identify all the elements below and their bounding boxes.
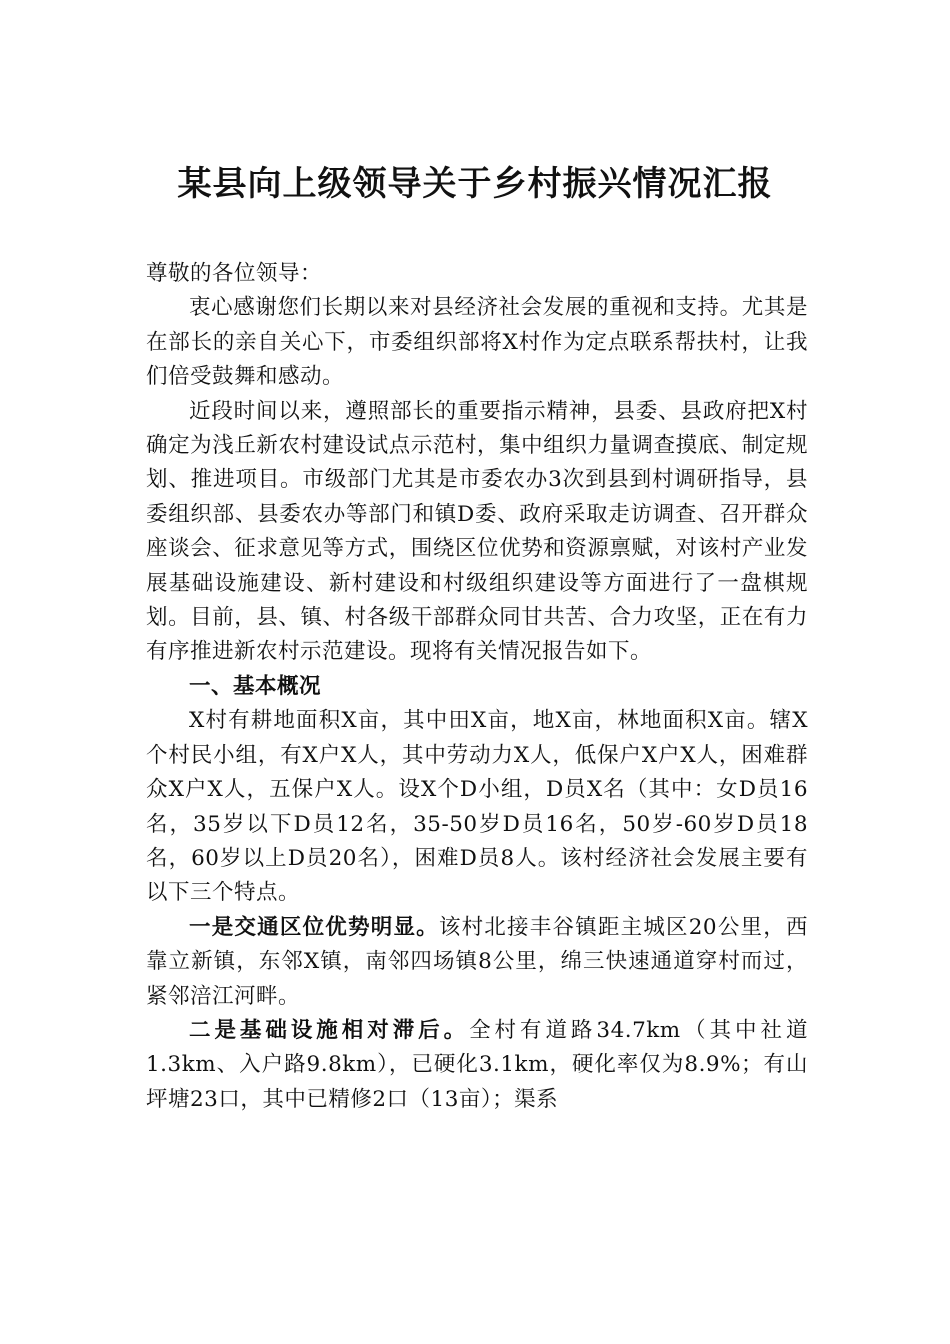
feature-text-infrastructure: 全村有道路34.7km（其中社道1.3km、入户路9.8km），已硬化3.1km，硬化率仅为8.9%；有山坪塘23口，其中已精修2口（13亩）；渠系 xyxy=(146,1017,808,1112)
salutation: 尊敬的各位领导： xyxy=(146,261,323,286)
feature-lead-infrastructure: 二是基础设施相对滞后。 xyxy=(189,1017,470,1043)
paragraph-feature-transport xyxy=(146,911,808,1014)
section-heading-basic-overview: 一、基本概况 xyxy=(189,673,322,699)
feature-lead-transport: 一是交通区位优势明显。 xyxy=(189,914,439,940)
paragraph-gratitude: 衷心感谢您们长期以来对县经济社会发展的重视和支持。尤其是在部长的亲自关心下，市委组织部将X村作为定点联系帮扶村，让我们倍受鼓舞和感动。 xyxy=(146,295,808,390)
paragraph-basic-overview: X村有耕地面积X亩，其中田X亩，地X亩，林地面积X亩。辖X个村民小组，有X户X人，其中劳动力X人，低保户X户X人，困难群众X户X人，五保户X人。设X个D小组，D员X名（其中：女D员16名，35岁以下D员12名，35-50岁D员16名，50岁-60岁D员18名，60岁以上D员20名），困难D员8人。该村经济社会发展主要有以下三个特点。 xyxy=(146,708,808,906)
document-title: 某县向上级领导关于乡村振兴情况汇报 xyxy=(177,164,773,204)
paragraph-background: 近段时间以来，遵照部长的重要指示精神，县委、县政府把X村确定为浅丘新农村建设试点示范村，集中组织力量调查摸底、制定规划、推进项目。市级部门尤其是市委农办3次到县到村调研指导，县委组织部、县委农办等部门和镇D委、政府采取走访调查、召开群众座谈会、征求意见等方式，围绕区位优势和资源禀赋，对该村产业发展基础设施建设、新村建设和村级组织建设等方面进行了一盘棋规划。目前，县、镇、村各级干部群众同甘共苦、合力攻坚，正在有力有序推进新农村示范建设。现将有关情况报告如下。 xyxy=(146,398,808,665)
paragraph-feature-infrastructure xyxy=(146,1014,808,1117)
document-body xyxy=(146,257,808,1117)
feature-text-transport: 该村北接丰谷镇距主城区20公里，西靠立新镇，东邻X镇，南邻四场镇8公里，绵三快速通道穿村而过，紧邻涪江河畔。 xyxy=(146,914,808,1009)
